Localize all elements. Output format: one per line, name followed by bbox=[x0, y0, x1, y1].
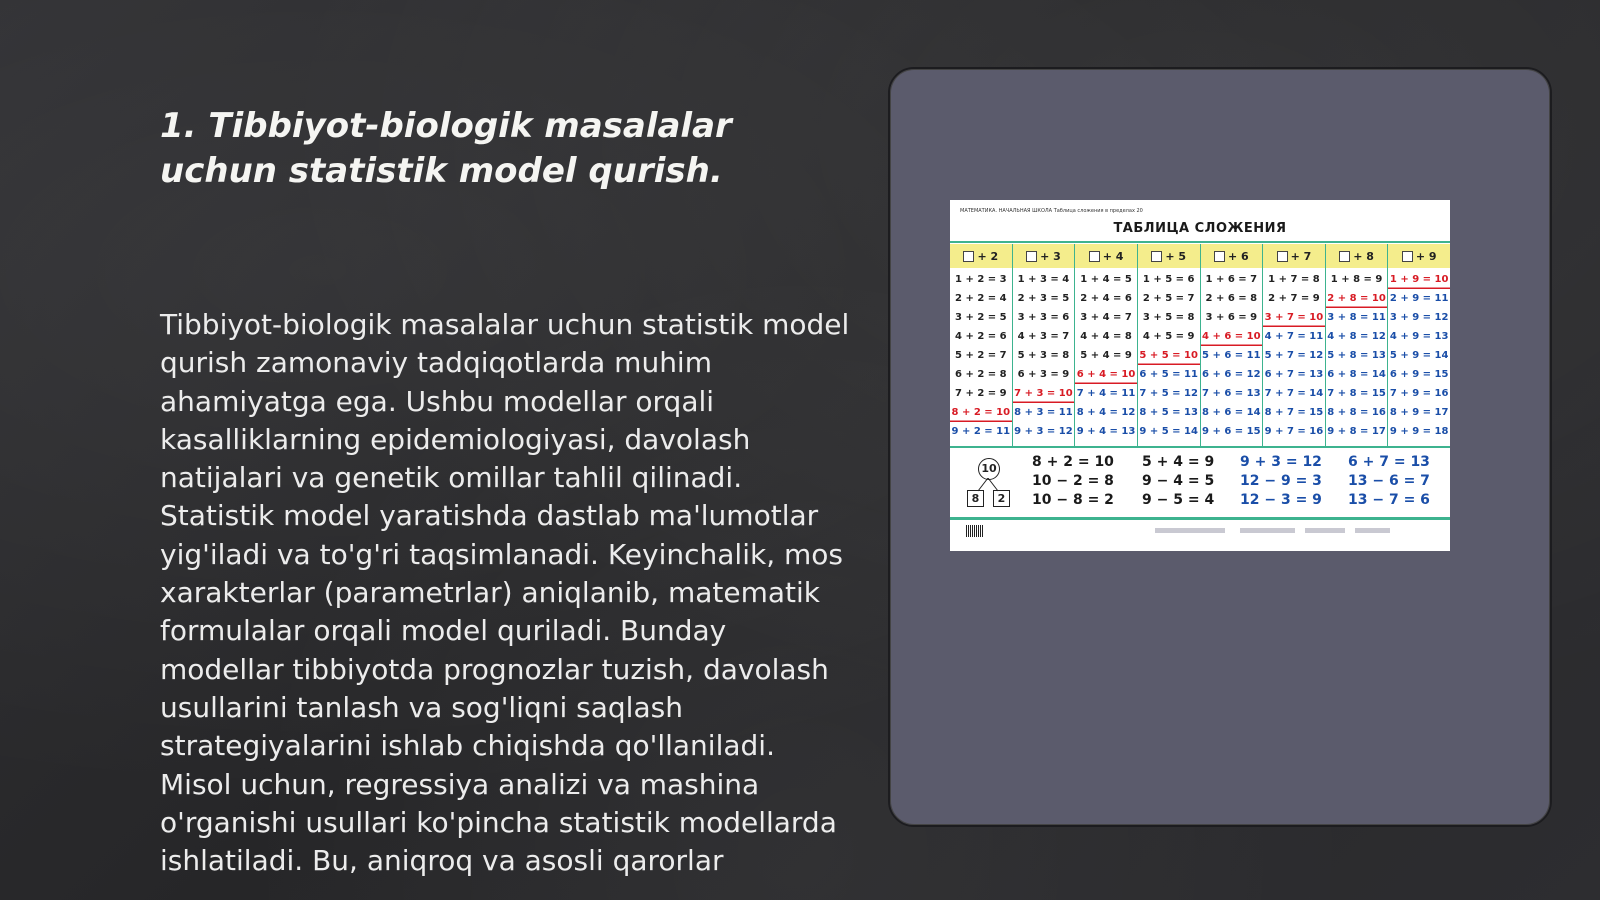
poster-equation: 6 + 7 = 13 bbox=[1264, 369, 1324, 380]
poster-equation: 1 + 7 = 8 bbox=[1268, 274, 1320, 285]
poster-title: ТАБЛИЦА СЛОЖЕНИЯ bbox=[1113, 221, 1287, 236]
empty-box-icon bbox=[1026, 251, 1037, 262]
poster-column-header bbox=[950, 244, 1013, 268]
poster-equation: 4 + 4 = 8 bbox=[1080, 331, 1132, 342]
poster-equation: 9 + 5 = 14 bbox=[1139, 426, 1198, 437]
poster-equation: 2 + 5 = 7 bbox=[1142, 293, 1195, 304]
poster-equation: 4 + 3 = 7 bbox=[1017, 331, 1070, 342]
poster-header-row bbox=[950, 244, 1450, 268]
poster-equation: 2 + 8 = 10 bbox=[1326, 289, 1388, 308]
poster-equation: 6 + 3 = 9 bbox=[1017, 369, 1070, 380]
poster-equation: 6 + 9 = 15 bbox=[1389, 369, 1449, 380]
poster-header-label: + 5 bbox=[1165, 249, 1187, 263]
poster-column bbox=[1075, 268, 1138, 446]
poster-equation: 3 + 8 = 11 bbox=[1327, 312, 1386, 323]
poster-column-header bbox=[1138, 244, 1201, 268]
poster-example-equation: 12 − 3 = 9 bbox=[1240, 492, 1322, 508]
poster-equation: 3 + 9 = 12 bbox=[1389, 312, 1449, 323]
poster-example-equation: 6 + 7 = 13 bbox=[1348, 454, 1430, 470]
poster-header-label: + 7 bbox=[1290, 249, 1312, 263]
poster-equation: 7 + 6 = 13 bbox=[1202, 388, 1261, 399]
poster-column bbox=[1388, 268, 1450, 446]
poster-column bbox=[1201, 268, 1264, 446]
empty-box-icon bbox=[1277, 251, 1288, 262]
poster-header-label: + 4 bbox=[1102, 249, 1124, 263]
poster-column-header bbox=[1326, 244, 1389, 268]
poster-equation: 3 + 7 = 10 bbox=[1263, 308, 1325, 327]
poster-example-equation: 9 − 4 = 5 bbox=[1142, 473, 1215, 489]
poster-equation: 3 + 3 = 6 bbox=[1017, 312, 1070, 323]
poster-example-equation: 9 − 5 = 4 bbox=[1142, 492, 1215, 508]
poster-equation: 7 + 3 = 10 bbox=[1013, 384, 1075, 403]
poster-equation: 7 + 2 = 9 bbox=[955, 388, 1007, 399]
poster-equation: 7 + 5 = 12 bbox=[1139, 388, 1198, 399]
poster-equation: 9 + 8 = 17 bbox=[1327, 426, 1386, 437]
empty-box-icon bbox=[1214, 251, 1225, 262]
decomposition-part: 2 bbox=[993, 490, 1010, 507]
poster-equation: 9 + 7 = 16 bbox=[1264, 426, 1324, 437]
poster-equation: 7 + 7 = 14 bbox=[1264, 388, 1324, 399]
empty-box-icon bbox=[1089, 251, 1100, 262]
poster-equation: 5 + 2 = 7 bbox=[955, 350, 1007, 361]
poster-equation: 3 + 5 = 8 bbox=[1142, 312, 1195, 323]
poster-example-equation: 8 + 2 = 10 bbox=[1032, 454, 1114, 470]
poster-divider bbox=[950, 241, 1450, 243]
poster-column bbox=[1263, 268, 1326, 446]
empty-box-icon bbox=[1339, 251, 1350, 262]
slide-title: 1. Tibbiyot-biologik masalalar uchun statistik model qurish. bbox=[160, 106, 732, 191]
poster-header-label: + 3 bbox=[1040, 249, 1061, 263]
publisher-info bbox=[1240, 528, 1295, 533]
poster-column-header bbox=[1201, 244, 1264, 268]
poster-equation: 7 + 9 = 16 bbox=[1389, 388, 1449, 399]
poster-equation: 4 + 6 = 10 bbox=[1201, 327, 1263, 346]
poster-equation: 5 + 3 = 8 bbox=[1017, 350, 1070, 361]
addition-table-poster bbox=[950, 200, 1450, 551]
poster-column bbox=[1013, 268, 1076, 446]
poster-equation-grid bbox=[950, 268, 1450, 446]
poster-equation: 6 + 6 = 12 bbox=[1202, 369, 1261, 380]
poster-column-header bbox=[1075, 244, 1138, 268]
poster-equation: 2 + 4 = 6 bbox=[1080, 293, 1132, 304]
poster-equation: 5 + 6 = 11 bbox=[1202, 350, 1261, 361]
empty-box-icon bbox=[1402, 251, 1413, 262]
poster-equation: 8 + 2 = 10 bbox=[950, 403, 1012, 422]
decomposition-part: 8 bbox=[967, 490, 984, 507]
poster-equation: 1 + 2 = 3 bbox=[955, 274, 1007, 285]
poster-caption: МАТЕМАТИКА. НАЧАЛЬНАЯ ШКОЛА Таблица сложения в пределах 20 bbox=[960, 208, 1143, 214]
poster-example-equation: 5 + 4 = 9 bbox=[1142, 454, 1215, 470]
poster-divider bbox=[950, 446, 1450, 448]
poster-equation: 4 + 7 = 11 bbox=[1264, 331, 1324, 342]
poster-equation: 6 + 4 = 10 bbox=[1075, 365, 1137, 384]
poster-equation: 1 + 9 = 10 bbox=[1388, 270, 1450, 289]
poster-equation: 4 + 8 = 12 bbox=[1327, 331, 1386, 342]
poster-equation: 6 + 5 = 11 bbox=[1139, 369, 1198, 380]
poster-equation: 8 + 3 = 11 bbox=[1014, 407, 1073, 418]
poster-equation: 6 + 2 = 8 bbox=[955, 369, 1007, 380]
empty-box-icon bbox=[963, 251, 974, 262]
poster-equation: 4 + 9 = 13 bbox=[1389, 331, 1449, 342]
poster-example-equation: 13 − 6 = 7 bbox=[1348, 473, 1430, 489]
poster-equation: 1 + 6 = 7 bbox=[1205, 274, 1258, 285]
poster-equation: 9 + 4 = 13 bbox=[1076, 426, 1136, 437]
poster-equation: 9 + 2 = 11 bbox=[951, 426, 1011, 437]
poster-equation: 2 + 2 = 4 bbox=[955, 293, 1007, 304]
poster-equation: 2 + 6 = 8 bbox=[1205, 293, 1258, 304]
poster-example-equation: 10 − 8 = 2 bbox=[1032, 492, 1114, 508]
poster-header-label: + 6 bbox=[1227, 249, 1249, 263]
poster-header-label: + 9 bbox=[1415, 249, 1437, 263]
poster-equation: 8 + 8 = 16 bbox=[1327, 407, 1386, 418]
poster-equation: 8 + 6 = 14 bbox=[1202, 407, 1261, 418]
poster-equation: 4 + 5 = 9 bbox=[1142, 331, 1195, 342]
poster-equation: 8 + 7 = 15 bbox=[1264, 407, 1324, 418]
poster-example-equation: 9 + 3 = 12 bbox=[1240, 454, 1322, 470]
poster-equation: 3 + 6 = 9 bbox=[1205, 312, 1258, 323]
poster-equation: 7 + 8 = 15 bbox=[1327, 388, 1386, 399]
poster-equation: 3 + 4 = 7 bbox=[1080, 312, 1132, 323]
publisher-info bbox=[1355, 528, 1390, 533]
slide-body-text: Tibbiyot-biologik masalalar uchun statistik model qurish zamonaviy tadqiqotlarda muhim ahamiyatga ega. Ushbu modellar orqali kasalliklarning epidemiologiyasi, davolash natijalari va genetik omillar tahlil qilinadi. Statistik model yaratishda dastlab ma'lumotlar yig'iladi va to'g'ri taqsimlanadi. Keyinchalik, mos xarakterlar (parametrlar) aniqlanib, matematik formulalar orqali model quriladi. Bunday modellar tibbiyotda prognozlar tuzish, davolash usullarini tanlash va sog'liqni saqlash strategiyalarini ishlab chiqishda qo'llaniladi. Misol uchun, regressiya analizi va mashina o'rganishi usullari ko'pincha statistik modellarda ishlatiladi. Bu, aniqroq va asosli qarorlar bbox=[160, 308, 850, 878]
poster-equation: 2 + 9 = 11 bbox=[1389, 293, 1449, 304]
poster-equation: 2 + 3 = 5 bbox=[1017, 293, 1070, 304]
poster-equation: 2 + 7 = 9 bbox=[1268, 293, 1320, 304]
poster-equation: 5 + 5 = 10 bbox=[1138, 346, 1200, 365]
poster-example-equation: 10 − 2 = 8 bbox=[1032, 473, 1114, 489]
poster-column bbox=[1138, 268, 1201, 446]
poster-header-label: + 8 bbox=[1353, 249, 1374, 263]
poster-equation: 7 + 4 = 11 bbox=[1076, 388, 1136, 399]
poster-equation: 5 + 4 = 9 bbox=[1080, 350, 1132, 361]
poster-equation: 3 + 2 = 5 bbox=[955, 312, 1007, 323]
poster-equation: 8 + 4 = 12 bbox=[1076, 407, 1136, 418]
poster-equation: 9 + 6 = 15 bbox=[1202, 426, 1261, 437]
poster-equation: 1 + 8 = 9 bbox=[1330, 274, 1383, 285]
poster-equation: 5 + 9 = 14 bbox=[1389, 350, 1449, 361]
poster-equation: 5 + 7 = 12 bbox=[1264, 350, 1324, 361]
poster-equation: 4 + 2 = 6 bbox=[955, 331, 1007, 342]
poster-equation: 9 + 3 = 12 bbox=[1014, 426, 1073, 437]
poster-column-header bbox=[1388, 244, 1450, 268]
publisher-info bbox=[1305, 528, 1345, 533]
poster-equation: 6 + 8 = 14 bbox=[1327, 369, 1386, 380]
poster-equation: 5 + 8 = 13 bbox=[1327, 350, 1386, 361]
poster-column-header bbox=[1263, 244, 1326, 268]
poster-equation: 1 + 5 = 6 bbox=[1142, 274, 1195, 285]
empty-box-icon bbox=[1151, 251, 1162, 262]
poster-equation: 8 + 5 = 13 bbox=[1139, 407, 1198, 418]
poster-column bbox=[1326, 268, 1389, 446]
poster-equation: 9 + 9 = 18 bbox=[1389, 426, 1449, 437]
publisher-info bbox=[1155, 528, 1225, 533]
poster-column-header bbox=[1013, 244, 1076, 268]
poster-column bbox=[950, 268, 1013, 446]
poster-example-equation: 12 − 9 = 3 bbox=[1240, 473, 1322, 489]
poster-divider bbox=[950, 517, 1450, 520]
poster-equation: 1 + 4 = 5 bbox=[1080, 274, 1132, 285]
poster-equation: 8 + 9 = 17 bbox=[1389, 407, 1449, 418]
barcode-icon bbox=[966, 525, 984, 537]
poster-equation: 1 + 3 = 4 bbox=[1017, 274, 1070, 285]
decomposition-whole: 10 bbox=[978, 458, 1000, 480]
poster-header-label: + 2 bbox=[977, 249, 999, 263]
poster-example-equation: 13 − 7 = 6 bbox=[1348, 492, 1430, 508]
